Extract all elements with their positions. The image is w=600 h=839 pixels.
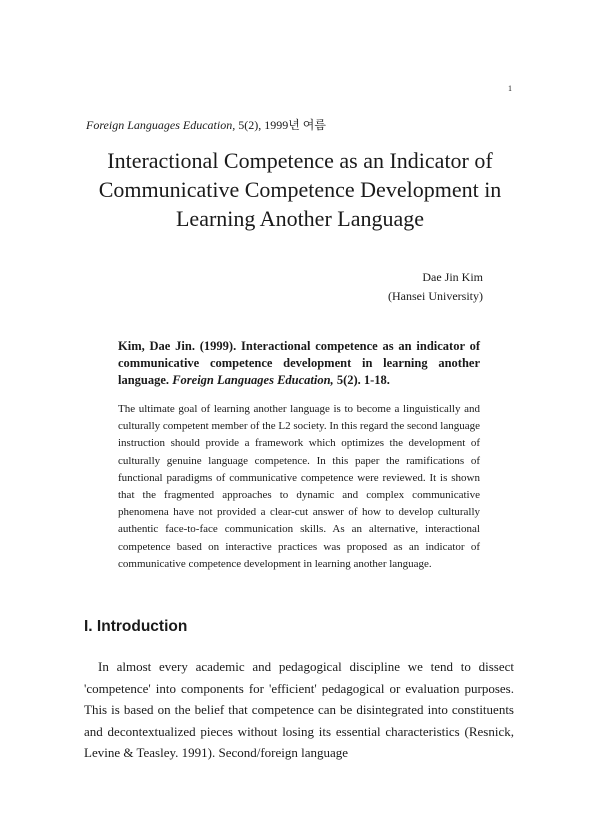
author-block bbox=[388, 268, 483, 306]
author-affiliation: (Hansei University) bbox=[388, 289, 483, 303]
citation bbox=[118, 338, 480, 389]
citation-tail: 5(2). 1-18. bbox=[336, 373, 390, 387]
abstract: The ultimate goal of learning another language is to become a linguistically and culturally competent member of the L2 society. In this regard the second language instruction should provide a framework which optimizes the development of culturally genuine language competence. In this paper the ramifications of functional paradigms of communicative competence were reviewed. It is shown that the fragmented approaches to dynamic and complex communicative phenomena have not provided a clear-cut answer of how to develop culturally authentic face-to-face communication skills. As an alternative, interactional competence based on interactive practices was proposed as an indicator of communicative competence development in learning another language. bbox=[118, 403, 480, 570]
journal-reference bbox=[86, 116, 326, 133]
journal-name: Foreign Languages Education, bbox=[86, 118, 236, 132]
citation-journal: Foreign Languages Education, bbox=[172, 373, 334, 387]
author-name: Dae Jin Kim bbox=[422, 270, 483, 284]
journal-issue: 5(2), 1999년 여름 bbox=[238, 118, 326, 132]
citation-lead: Kim, Dae Jin. (1999). Interactional competence as an indicator of communicative competence development in learning another language. bbox=[118, 339, 480, 387]
body-paragraph: In almost every academic and pedagogical discipline we tend to dissect 'competence' into components for 'efficient' pedagogical or evaluation purposes. This is based on the belief that competence can be disintegrated into constituents and decontextualized pieces without losing its essential characteristics (Resnick, Levine & Teasley. 1991). Second/foreign language bbox=[84, 659, 514, 761]
paper-title: Interactional Competence as an Indicator of Communicative Competence Development in Learning Another Language bbox=[98, 148, 502, 231]
page-number: 1 bbox=[508, 84, 512, 93]
section-heading: I. Introduction bbox=[84, 618, 188, 635]
